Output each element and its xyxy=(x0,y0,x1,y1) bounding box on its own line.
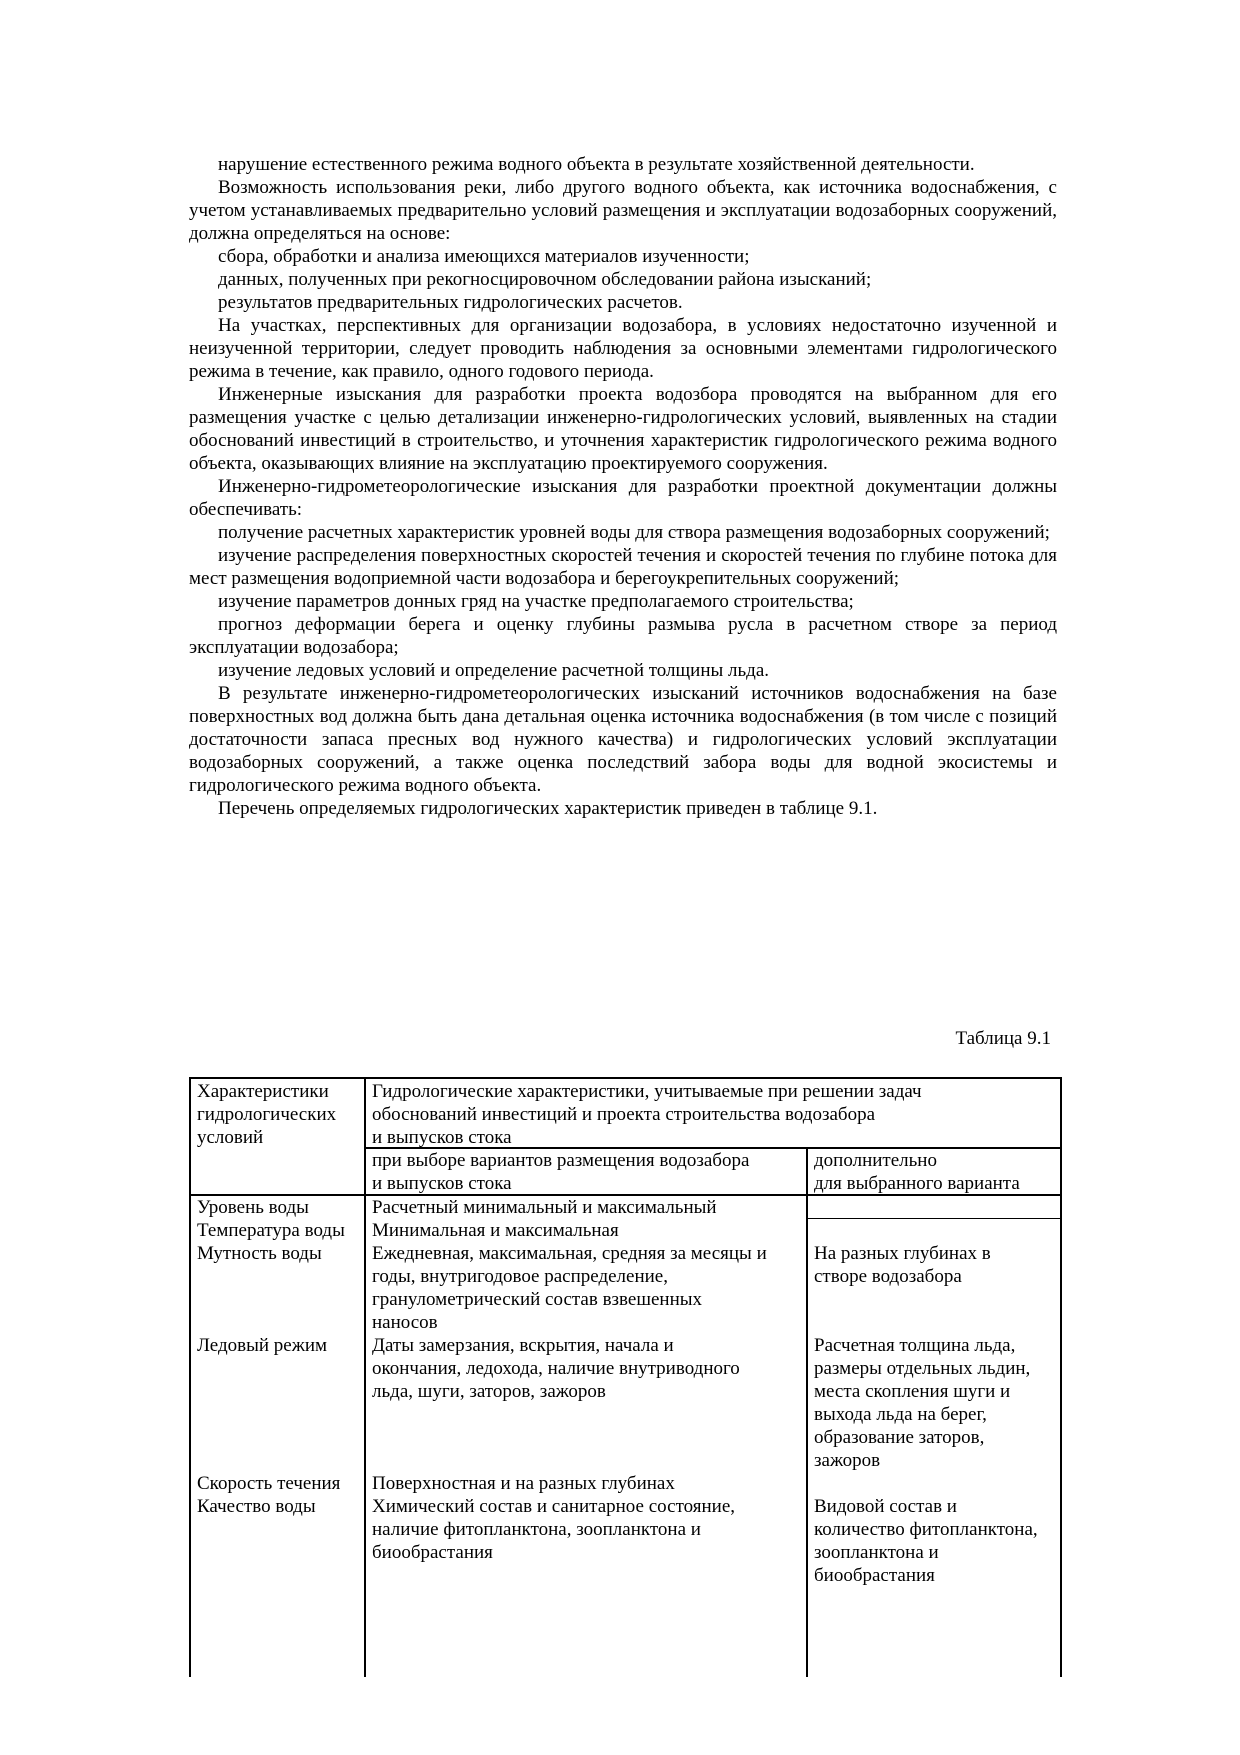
row-turbidity-name: Мутность воды xyxy=(197,1243,322,1264)
row-temperature-variants: Минимальная и максимальная xyxy=(372,1220,619,1241)
paragraph: нарушение естественного режима водного объекта в результате хозяйственной деятельности. xyxy=(218,154,975,175)
row-ice-variants: Даты замерзания, вскрытия, начала и окончания, ледохода, наличие внутриводного льда, шуги, заторов, зажоров xyxy=(372,1335,740,1402)
table-top-border xyxy=(189,1077,1062,1079)
table-right-border xyxy=(1060,1077,1062,1147)
row-turbidity-additional: На разных глубинах в створе водозабора xyxy=(814,1243,991,1287)
row-quality-variants: Химический состав и санитарное состояние, наличие фитопланктона, зоопланктона и биообрастания xyxy=(372,1496,736,1563)
table-left-border xyxy=(189,1077,191,1677)
paragraph: сбора, обработки и анализа имеющихся материалов изученности; xyxy=(218,246,750,267)
header-group: Гидрологические характеристики, учитываемые при решении задач обоснований инвестиций и проекта строительства водозабора и выпусков стока xyxy=(372,1081,922,1148)
paragraph: На участках, перспективных для организации водозабора, в условиях недостаточно изученной и неизученной территории, следует проводить наблюдения за основными элементами гидрологического режима в течение, как правило, одного годового периода. xyxy=(189,315,1057,382)
row-temperature-name: Температура воды xyxy=(197,1220,345,1241)
row-ice-additional: Расчетная толщина льда, размеры отдельных льдин, места скопления шуги и выхода льда на берег, образование заторов, зажоров xyxy=(814,1335,1031,1471)
row-quality-name: Качество воды xyxy=(197,1496,316,1517)
paragraph: Перечень определяемых гидрологических характеристик приведен в таблице 9.1. xyxy=(218,798,878,819)
paragraph: Инженерные изыскания для разработки проекта водозбора проводятся на выбранном для его размещения участке с целью детализации инженерно-гидрологических условий, выявленных на стадии обоснований инвестиций в строительство, и уточнения характеристик гидрологического режима водного объекта, оказывающих влияние на эксплуатацию проектируемого сооружения. xyxy=(189,384,1057,474)
paragraph: результатов предварительных гидрологических расчетов. xyxy=(218,292,683,313)
row-velocity-variants: Поверхностная и на разных глубинах xyxy=(372,1473,675,1494)
paragraph: Инженерно-гидрометеорологические изыскания для разработки проектной документации должны обеспечивать: xyxy=(189,476,1057,520)
row-quality-additional: Видовой состав и количество фитопланктона, зоопланктона и биообрастания xyxy=(814,1496,1038,1586)
header-sub-additional: дополнительно для выбранного варианта xyxy=(814,1150,1020,1194)
row-turbidity-variants: Ежедневная, максимальная, средняя за месяцы и годы, внутригодовое распределение, гранулометрический состав взвешенных наносов xyxy=(372,1243,767,1333)
row-level-name: Уровень воды xyxy=(197,1197,309,1218)
row-ice-name: Ледовый режим xyxy=(197,1335,328,1356)
body-text xyxy=(189,153,1057,820)
table-caption: Таблица 9.1 xyxy=(955,1028,1051,1049)
paragraph: изучение распределения поверхностных скоростей течения и скоростей течения по глубине потока для мест размещения водоприемной части водозабора и берегоукрепительных сооружений; xyxy=(189,545,1057,589)
paragraph: прогноз деформации берега и оценку глубины размыва русла в расчетном створе за период эксплуатации водозабора; xyxy=(189,614,1057,658)
paragraph: изучение ледовых условий и определение расчетной толщины льда. xyxy=(218,660,769,681)
header-sub-variants: при выборе вариантов размещения водозабора и выпусков стока xyxy=(372,1150,750,1194)
paragraph: В результате инженерно-гидрометеорологических изысканий источников водоснабжения на базе поверхностных вод должна быть дана детальная оценка источника водоснабжения (в том числе с позиций достаточности запаса пресных вод нужного качества) и гидрологических условий эксплуатации водозаборных сооружений, а также оценка последствий забора воды для водной экосистемы и гидрологического режима водного объекта. xyxy=(189,683,1057,796)
row1-col3-bottom xyxy=(806,1218,1062,1219)
header-characteristics: Характеристики гидрологических условий xyxy=(197,1081,337,1148)
paragraph: данных, полученных при рекогносцировочном обследовании района изысканий; xyxy=(218,269,872,290)
table-right-border-lower xyxy=(1060,1147,1062,1677)
row-velocity-name: Скорость течения xyxy=(197,1473,341,1494)
paragraph: Возможность использования реки, либо другого водного объекта, как источника водоснабжения, с учетом устанавливаемых предварительно условий размещения и эксплуатации водозаборных сооружений, должна определяться на основе: xyxy=(189,177,1057,244)
paragraph: получение расчетных характеристик уровней воды для створа размещения водозаборных сооружений; xyxy=(218,522,1050,543)
row-level-variants: Расчетный минимальный и максимальный xyxy=(372,1197,717,1218)
paragraph: изучение параметров донных гряд на участке предполагаемого строительства; xyxy=(218,591,854,612)
